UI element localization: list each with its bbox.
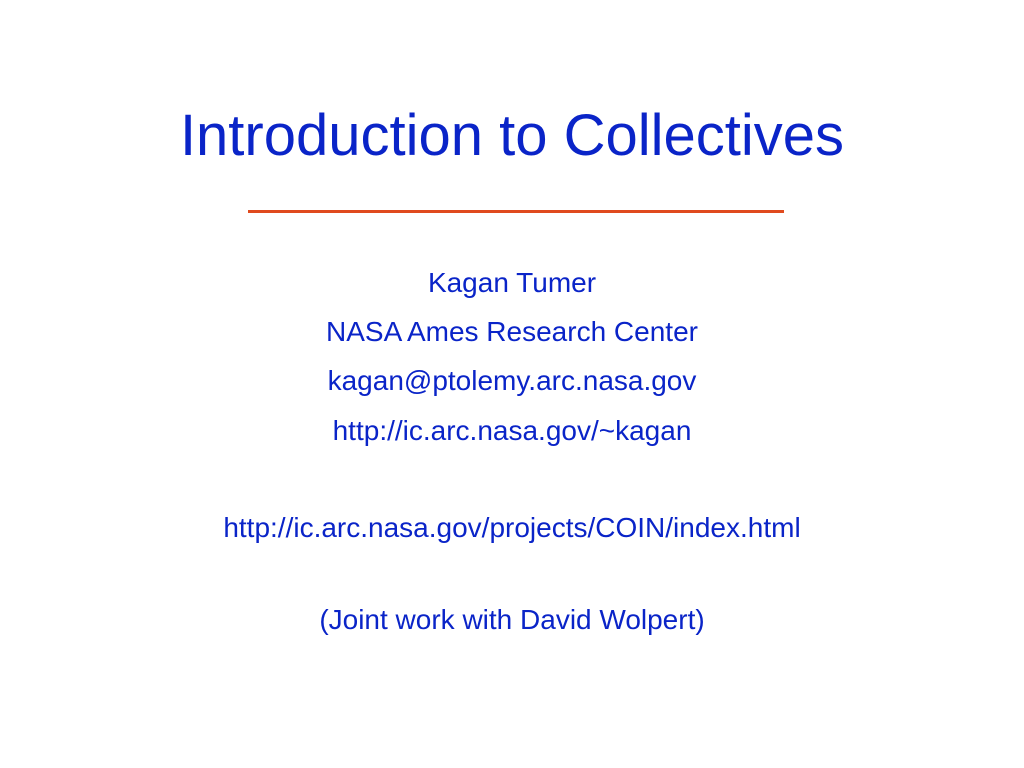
author-name: Kagan Tumer [427,267,597,298]
author-email: kagan@ptolemy.arc.nasa.gov [327,365,697,396]
title-underline-rule [248,210,784,213]
project-url: http://ic.arc.nasa.gov/projects/COIN/index.html [223,512,801,543]
author-affiliation: NASA Ames Research Center [326,316,698,347]
author-homepage-url: http://ic.arc.nasa.gov/~kagan [332,415,692,446]
slide-title: Introduction to Collectives [179,103,845,168]
collaboration-note: (Joint work with David Wolpert) [319,604,705,635]
